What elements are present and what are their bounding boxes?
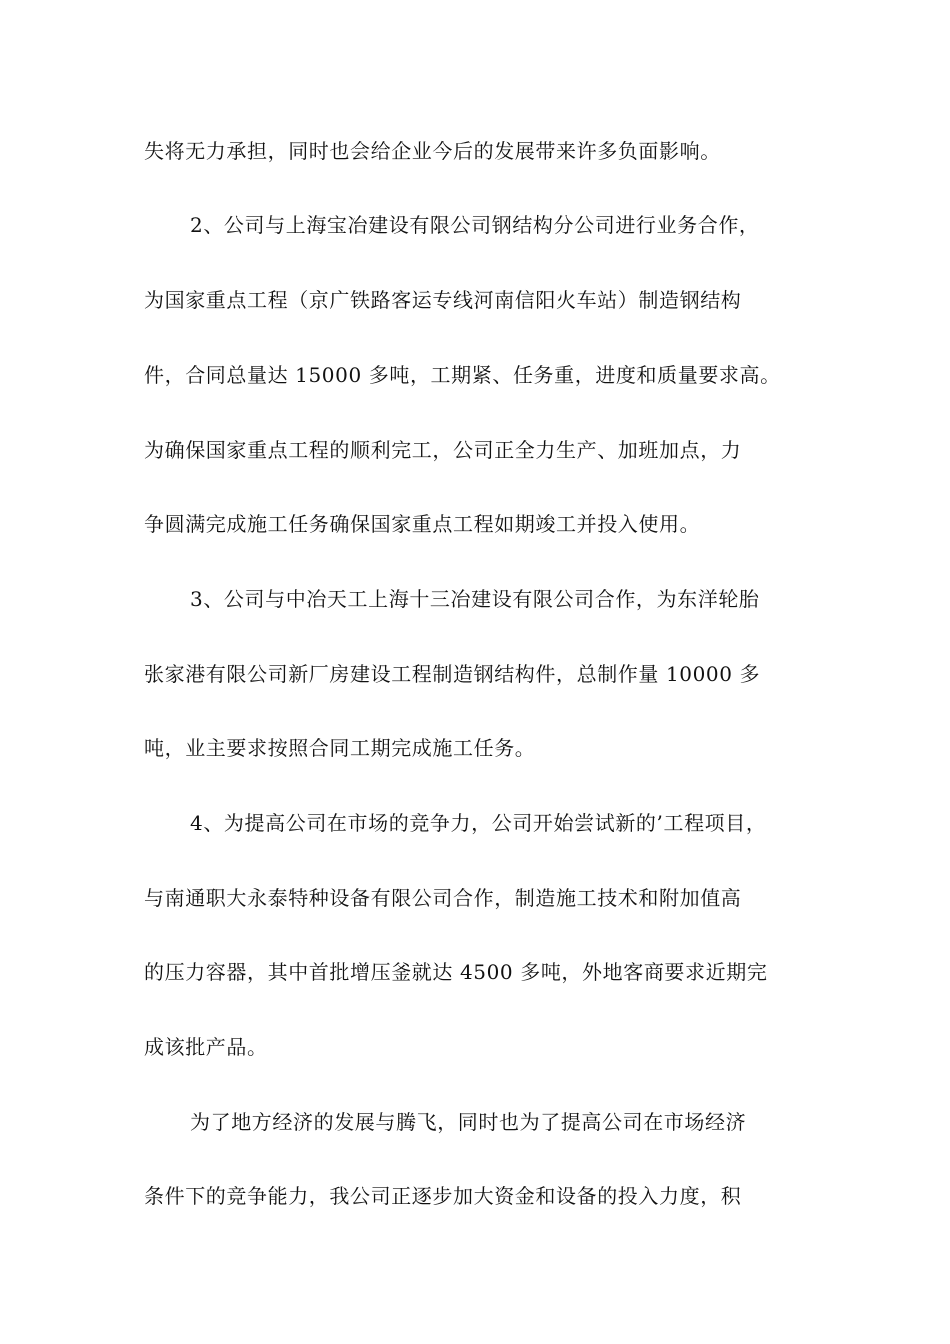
paragraph-4-line: 4、为提高公司在市场的竞争力，公司开始尝试新的’工程项目，	[190, 811, 767, 835]
text-line: 成该批产品。	[144, 1035, 268, 1059]
text-line: 争圆满完成施工任务确保国家重点工程如期竣工并投入使用。	[144, 512, 701, 536]
text-line: 吨，业主要求按照合同工期完成施工任务。	[144, 736, 536, 760]
text-line: 张家港有限公司新厂房建设工程制造钢结构件，总制作量 10000 多	[144, 662, 761, 686]
text-line: 为国家重点工程（京广铁路客运专线河南信阳火车站）制造钢结构	[144, 288, 742, 312]
paragraph-3-line: 3、公司与中冶天工上海十三冶建设有限公司合作，为东洋轮胎	[190, 587, 760, 611]
paragraph-2-line: 2、公司与上海宝冶建设有限公司钢结构分公司进行业务合作，	[190, 213, 760, 237]
text-line: 条件下的竞争能力，我公司正逐步加大资金和设备的投入力度，积	[144, 1184, 742, 1208]
text-line: 为确保国家重点工程的顺利完工，公司正全力生产、加班加点，力	[144, 438, 742, 462]
text-line: 件，合同总量达 15000 多吨，工期紧、任务重，进度和质量要求高。	[144, 363, 781, 387]
paragraph-5-line: 为了地方经济的发展与腾飞，同时也为了提高公司在市场经济	[190, 1110, 747, 1134]
text-line: 失将无力承担，同时也会给企业今后的发展带来许多负面影响。	[144, 139, 721, 163]
text-line: 与南通职大永泰特种设备有限公司合作，制造施工技术和附加值高	[144, 886, 742, 910]
text-line: 的压力容器，其中首批增压釜就达 4500 多吨，外地客商要求近期完	[144, 960, 768, 984]
